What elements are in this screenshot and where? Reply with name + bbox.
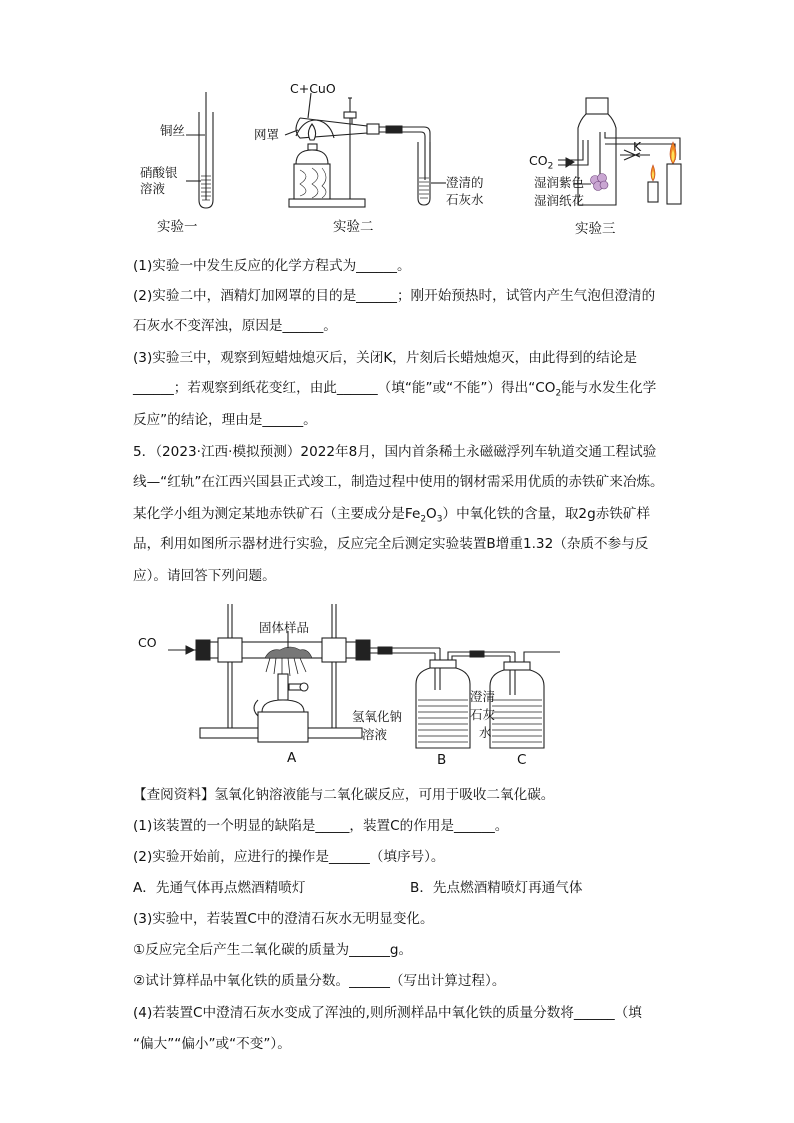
exp1-apparatus [186,92,213,208]
q5-line5: 应）。请回答下列问题。 [133,568,276,584]
label-clear-lime-1: 澄清的 [446,175,484,190]
label-valve-k: K [633,139,642,154]
label-solid-sample: 固体样品 [259,620,310,635]
tall-candle-icon [667,142,681,204]
q5-line2: 线—“红轨”在江西兴国县正式竣工，制造过程中使用的钢材需采用优质的赤铁矿来冶炼。 [133,474,664,490]
q5-option-a: A．先通气体再点燃酒精喷灯 [133,880,306,896]
label-silver-nitrate: 硝酸银 [140,165,178,180]
label-wet-paper-flower: 湿润纸花 [534,193,585,208]
q4-part3-line3: 反应”的结论，理由是______。 [133,412,317,428]
label-lime-2: 石灰 [470,707,496,722]
label-clear-lime-2: 石灰水 [446,192,484,207]
q4-part2-line1: (2)实验二中，酒精灯加网罩的目的是______；刚开始预热时，试管内产生气泡但澄清的 [133,288,656,304]
caption-exp1: 实验一 [157,219,198,235]
label-device-c: C [517,752,527,768]
label-device-a: A [287,750,297,766]
q5-sub4-line2: “偏大”“偏小”或“不变”）。 [133,1036,291,1052]
q4-part3-line2: ______；若观察到纸花变红，由此______（填“能”或“不能”）得出“$CO_2$能与水发生化学 [133,380,657,399]
label-c-cuo: C+CuO [290,81,336,96]
label-mesh-cover: 网罩 [254,127,280,142]
q5-line4: 品，利用如图所示器材进行实验，反应完全后测定实验装置B增重1.32（杂质不参与反 [133,536,649,552]
q4-part1: (1)实验一中发生反应的化学方程式为______。 [133,258,411,274]
caption-exp2: 实验二 [333,219,374,235]
q5-info: 【查阅资料】氢氧化钠溶液能与二氧化碳反应，可用于吸收二氧化碳。 [133,787,555,803]
q5-sub1: (1)该装置的一个明显的缺陷是_____，装置C的作用是______。 [133,818,509,834]
label-naoh-2: 溶液 [362,727,388,742]
label-co-inlet: CO [138,635,157,650]
label-co2: $CO_2$ [529,153,554,172]
label-device-b: B [437,752,447,768]
q5-sub3: (3)实验中，若装置C中的澄清石灰水无明显变化。 [133,911,434,927]
q5-sub3-1: ①反应完全后产生二氧化碳的质量为______g。 [133,942,413,958]
exp2-apparatus [285,93,446,207]
q5-option-b: B．先点燃酒精喷灯再通气体 [410,880,583,896]
q5-line1: 5．（2023·江西·模拟预测）2022年8月，国内首条稀土永磁磁浮列车轨道交通工程试验 [133,444,657,460]
caption-exp3: 实验三 [575,221,616,237]
q5-sub4-line1: (4)若装置C中澄清石灰水变成了浑浊的,则所测样品中氧化铁的质量分数将______（填 [133,1005,642,1021]
q5-sub2: (2)实验开始前，应进行的操作是______（填序号）。 [133,849,445,865]
paper-flower-icon [591,174,609,191]
short-candle-icon [648,165,658,202]
bottle-b-icon [416,651,515,748]
q5-sub3-2: ②试计算样品中氧化铁的质量分数。______（写出计算过程）。 [133,973,506,989]
label-copper-wire: 铜丝 [160,123,186,138]
solid-sample-icon [265,631,312,676]
blast-burner-icon [254,674,308,742]
label-lime-3: 水 [479,725,492,740]
label-wet-purple: 湿润紫色 [534,175,585,190]
label-solution: 溶液 [140,181,166,196]
q4-part2-line2: 石灰水不变浑浊，原因是______。 [133,318,337,334]
q5-line3: 某化学小组为测定某地赤铁矿石（主要成分是$Fe_2O_3$）中氧化铁的含量，取2g赤铁矿样 [133,506,651,525]
figure-co-reduction-apparatus [0,600,794,780]
figure-experiments-1-3 [0,0,794,240]
bottle-c-icon [490,652,560,748]
label-lime-1: 澄清 [470,689,496,704]
q4-part3-line1: (3)实验三中，观察到短蜡烛熄灭后，关闭K，片刻后长蜡烛熄灭，由此得到的结论是 [133,350,637,366]
label-naoh-1: 氢氧化钠 [352,709,403,724]
